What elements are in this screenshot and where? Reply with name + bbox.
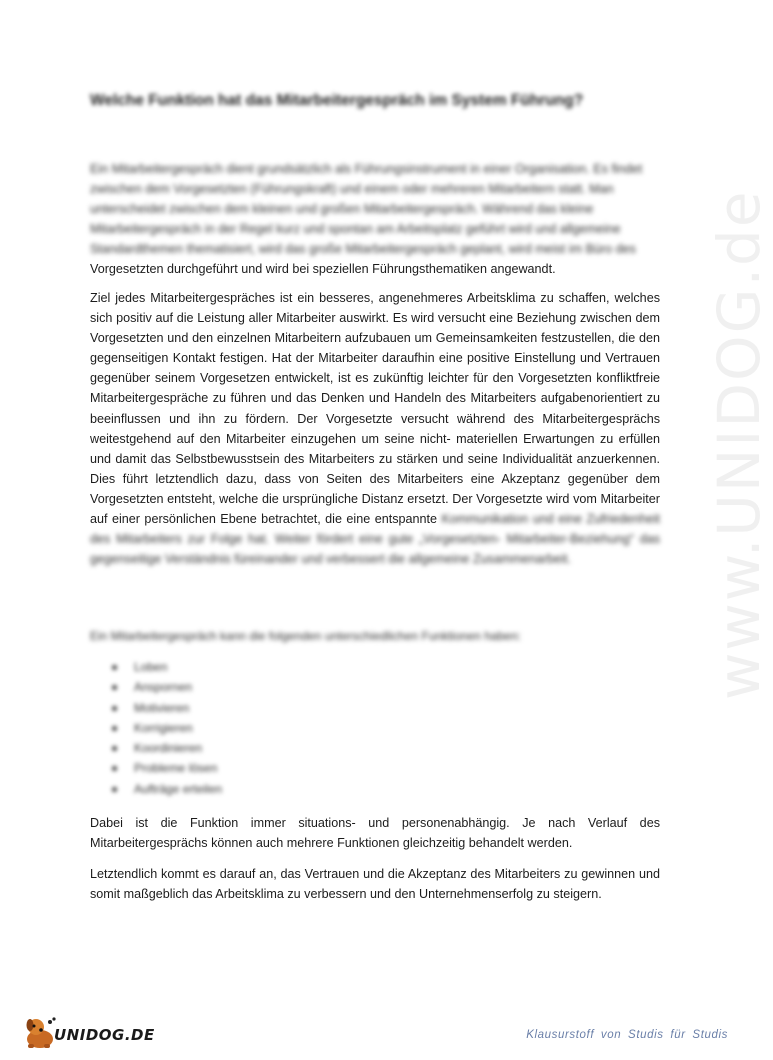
- document-title: Welche Funktion hat das Mitarbeitergespräch im System Führung?: [90, 92, 584, 109]
- paragraph-1-blurred-line: Ein Mitarbeitergespräch dient grundsätzlich als Führungsinstrument in einer Organisation. Es findet: [90, 162, 643, 176]
- list-item: Anspornen: [108, 677, 222, 697]
- paragraph-1-blurred-line: unterscheidet zwischen dem kleinen und großen Mitarbeitergespräch. Während das kleine: [90, 202, 594, 217]
- footer-tagline: Klausurstoff von Studis für Studis: [526, 1029, 728, 1041]
- paragraph-4: Letztendlich kommt es darauf an, das Vertrauen und die Akzeptanz des Mitarbeiters zu gewinnen und somit maßgeblich das Arbeitsklima zu verbessern und den Unternehmenserfolg zu steigern.: [90, 867, 660, 902]
- watermark: www.UNIDOG.de: [705, 189, 773, 700]
- paragraph-3: Dabei ist die Funktion immer situations- und personenabhängig. Je nach Verlauf des Mitarbeitergesprächs können auch mehrere Funktionen gleichzeitig behandelt werden.: [90, 816, 660, 851]
- paragraph-1-clear-line: Vorgesetzten durchgeführt und wird bei speziellen Führungsthematiken angewandt.: [90, 262, 556, 277]
- list-item: Probleme lösen: [108, 758, 222, 778]
- functions-list: [108, 657, 222, 799]
- paragraph-2-blurred-text: Kommunikation und eine Zufriedenheit des Mitarbeiters zur Folge hat. Weiter fördert eine gute „Vorgesetzten- Mitarbeiter-Beziehung“ das gegenseitige Verständnis füreinander und verbessert die allgemeine Zusammenarbeit.: [90, 512, 661, 567]
- paragraph-2: [90, 288, 660, 569]
- functions-intro: Ein Mitarbeitergespräch kann die folgenden unterschiedlichen Funktionen haben:: [90, 629, 521, 643]
- list-item: Korrigieren: [108, 718, 222, 738]
- list-item: Koordinieren: [108, 738, 222, 758]
- list-item: Motivieren: [108, 698, 222, 718]
- paragraph-1-blurred-line: zwischen dem Vorgesetzten (Führungskraft) und einem oder mehreren Mitarbeitern statt. Man: [90, 182, 614, 197]
- paragraph-1: [90, 159, 660, 280]
- list-item: Loben: [108, 657, 222, 677]
- list-item: Aufträge erteilen: [108, 779, 222, 799]
- paragraph-1-blurred-line: Mitarbeitergespräch in der Regel kurz und spontan am Arbeitsplatz geführt wird und allgemeine: [90, 222, 621, 237]
- logo-text: UNIDOG.DE: [54, 1026, 155, 1044]
- paragraph-2-clear-text: Ziel jedes Mitarbeitergespräches ist ein besseres, angenehmeres Arbeitsklima zu schaffen, welches sich positiv auf die Leistung aller Mitarbeiter auswirkt. Es wird versucht eine Beziehung zwischen dem Vorgesetzten und den einzelnen Mitarbeitern aufzubauen um Gemeinsamkeiten festzustellen, die den gegenseitigen Kontakt festigen. Hat der Mitarbeiter daraufhin eine positive Einstellung und Vertrauen gegenüber seinem Vorgesetzen entwickelt, ist es zukünftig leichter für den Vorgesetzten konfliktfreie Mitarbeitergespräche zu führen und das Denken und Handeln des Mitarbeiters aufgabenorientiert zu beeinflussen und ihn zu fördern. Der Vorgesetzte versucht während des Mitarbeitergesprächs weitestgehend auf den Mitarbeiter einzugehen um seine nicht- materiellen Erwartungen zu erfüllen und damit das Selbstbewusstsein des Mitarbeiters zu stärken und seine Individualität anzuerkennen. Dies führt letztendlich dazu, dass von Seiten des Mitarbeiters eine Akzeptanz gegenüber dem Vorgesetzten entsteht, welche die ursprüngliche Distanz ersetzt. Der Vorgesetzte wird vom Mitarbeiter auf einer persönlichen Ebene betrachtet, die eine entspannte: [90, 291, 660, 527]
- paragraph-1-blurred-line: Standardthemen thematisiert, wird das große Mitarbeitergespräch geplant, wird meist im Büro des: [90, 242, 636, 257]
